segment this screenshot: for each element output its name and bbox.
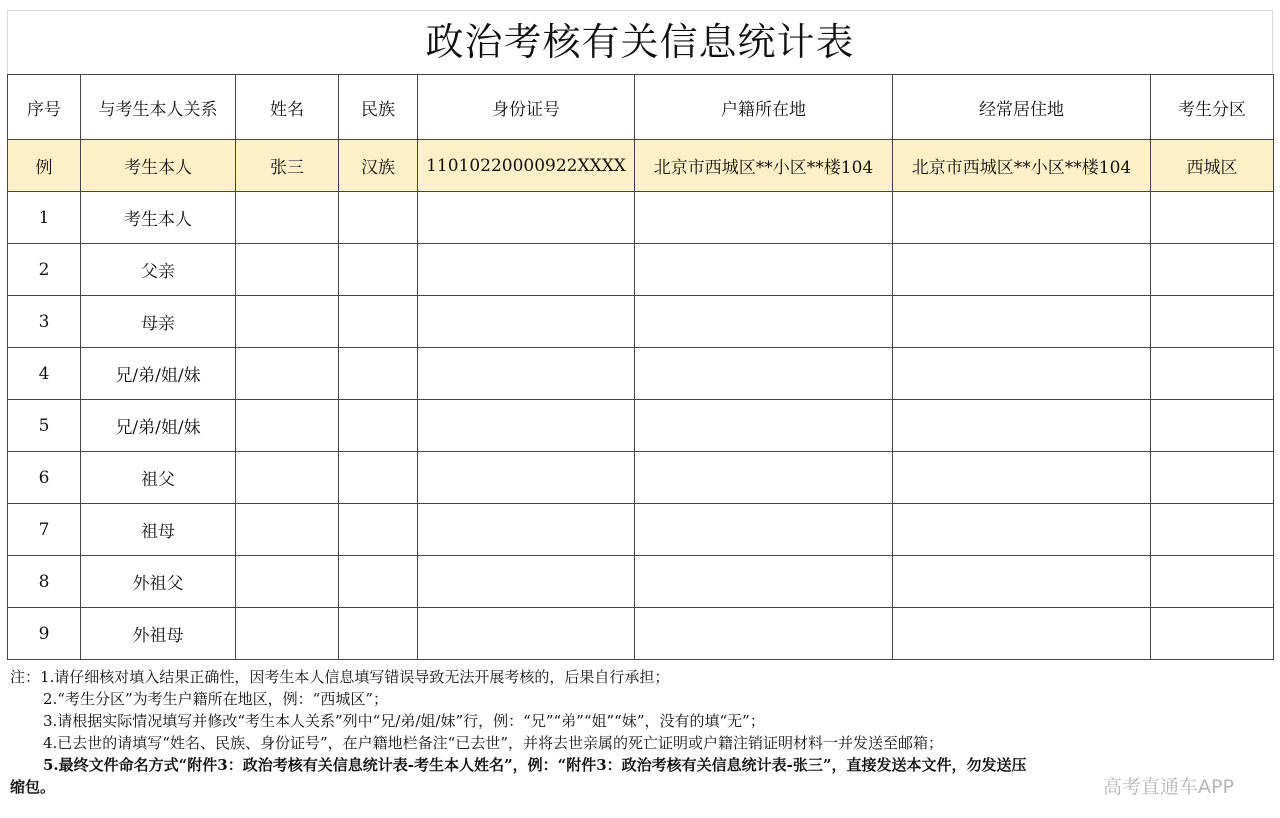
table-cell[interactable]: 西城区 [1151, 140, 1274, 192]
table-cell[interactable] [236, 192, 339, 244]
table-cell[interactable]: 北京市西城区**小区**楼104 [635, 140, 893, 192]
sheet [7, 10, 1273, 660]
table-cell[interactable] [418, 452, 635, 504]
table-row [8, 608, 1274, 660]
table-cell[interactable] [893, 296, 1151, 348]
table-cell[interactable] [418, 400, 635, 452]
relation-cell[interactable]: 外祖父 [81, 556, 236, 608]
table-cell[interactable] [635, 296, 893, 348]
table-cell[interactable]: 11010220000922XXXX [418, 140, 635, 192]
table-cell[interactable] [893, 244, 1151, 296]
header-cell: 身份证号 [418, 75, 635, 140]
relation-cell[interactable]: 兄/弟/姐/妹 [81, 348, 236, 400]
table-row [8, 400, 1274, 452]
note-5-continued: 缩包。 [10, 778, 56, 796]
table-row [8, 192, 1274, 244]
table-cell[interactable] [1151, 348, 1274, 400]
table-cell[interactable] [339, 608, 418, 660]
table-cell[interactable] [893, 504, 1151, 556]
table-cell[interactable] [339, 348, 418, 400]
table-row [8, 244, 1274, 296]
notes [10, 666, 1272, 798]
table-cell[interactable] [339, 452, 418, 504]
header-cell: 民族 [339, 75, 418, 140]
row-number-cell[interactable]: 2 [8, 244, 81, 296]
table-cell[interactable] [418, 556, 635, 608]
table-cell[interactable]: 北京市西城区**小区**楼104 [893, 140, 1151, 192]
row-number-cell[interactable]: 1 [8, 192, 81, 244]
row-number-cell[interactable]: 9 [8, 608, 81, 660]
note-3: 3.请根据实际情况填写并修改“考生本人关系”列中“兄/弟/姐/妹”行，例：“兄”“弟”“姐”“妹”，没有的填“无”； [43, 712, 765, 730]
table-cell[interactable] [236, 348, 339, 400]
table-cell[interactable] [236, 504, 339, 556]
header-cell: 户籍所在地 [635, 75, 893, 140]
table-cell[interactable] [1151, 244, 1274, 296]
table-cell[interactable] [1151, 296, 1274, 348]
table-cell[interactable] [418, 296, 635, 348]
watermark: 高考直通车APP [1103, 776, 1234, 798]
table-cell[interactable] [236, 556, 339, 608]
table-cell[interactable] [893, 452, 1151, 504]
table-cell[interactable] [339, 192, 418, 244]
table-cell[interactable] [635, 608, 893, 660]
relation-cell[interactable]: 祖父 [81, 452, 236, 504]
table-cell[interactable] [1151, 192, 1274, 244]
row-number-cell[interactable]: 6 [8, 452, 81, 504]
header-cell: 经常居住地 [893, 75, 1151, 140]
relation-cell[interactable]: 外祖母 [81, 608, 236, 660]
table-cell[interactable] [339, 296, 418, 348]
relation-cell[interactable]: 兄/弟/姐/妹 [81, 400, 236, 452]
table-cell[interactable] [893, 400, 1151, 452]
table-cell[interactable] [635, 400, 893, 452]
relation-cell[interactable]: 父亲 [81, 244, 236, 296]
table-cell[interactable] [339, 400, 418, 452]
table-cell[interactable] [418, 192, 635, 244]
table-cell[interactable] [418, 348, 635, 400]
table-cell[interactable]: 汉族 [339, 140, 418, 192]
table-cell[interactable] [1151, 556, 1274, 608]
table-cell[interactable] [339, 556, 418, 608]
table-cell[interactable] [635, 452, 893, 504]
table-cell[interactable] [635, 244, 893, 296]
relation-cell[interactable]: 祖母 [81, 504, 236, 556]
header-cell: 姓名 [236, 75, 339, 140]
table-cell[interactable] [635, 556, 893, 608]
table-cell[interactable] [635, 192, 893, 244]
row-number-cell[interactable]: 7 [8, 504, 81, 556]
info-table [7, 74, 1274, 660]
note-4: 4.已去世的请填写“姓名、民族、身份证号”，在户籍地栏备注“已去世”，并将去世亲属的死亡证明或户籍注销证明材料一并发送至邮箱； [43, 734, 943, 752]
table-row [8, 348, 1274, 400]
table-cell[interactable] [893, 192, 1151, 244]
relation-cell[interactable]: 考生本人 [81, 192, 236, 244]
table-cell[interactable] [236, 400, 339, 452]
table-cell[interactable] [635, 504, 893, 556]
header-cell: 序号 [8, 75, 81, 140]
table-cell[interactable] [1151, 400, 1274, 452]
example-row [8, 140, 1274, 192]
table-cell[interactable] [893, 348, 1151, 400]
table-cell[interactable] [418, 608, 635, 660]
table-cell[interactable] [418, 504, 635, 556]
table-cell[interactable] [893, 608, 1151, 660]
row-number-cell[interactable]: 8 [8, 556, 81, 608]
table-cell[interactable]: 例 [8, 140, 81, 192]
table-cell[interactable] [236, 296, 339, 348]
relation-cell[interactable]: 母亲 [81, 296, 236, 348]
table-cell[interactable] [635, 348, 893, 400]
header-cell: 考生分区 [1151, 75, 1274, 140]
table-cell[interactable] [1151, 608, 1274, 660]
table-cell[interactable] [339, 504, 418, 556]
header-cell: 与考生本人关系 [81, 75, 236, 140]
note-2: 2.“考生分区”为考生户籍所在地区，例：“西城区”； [43, 690, 388, 708]
row-number-cell[interactable]: 3 [8, 296, 81, 348]
table-cell[interactable] [1151, 452, 1274, 504]
note-1: 注：1.请仔细核对填入结果正确性，因考生本人信息填写错误导致无法开展考核的，后果自行承担； [10, 668, 670, 686]
table-row [8, 556, 1274, 608]
table-cell[interactable] [893, 556, 1151, 608]
table-cell[interactable] [236, 452, 339, 504]
table-cell[interactable] [236, 608, 339, 660]
row-number-cell[interactable]: 4 [8, 348, 81, 400]
header-row [8, 75, 1274, 140]
table-cell[interactable] [418, 244, 635, 296]
note-5: 5.最终文件命名方式“附件3：政治考核有关信息统计表-考生本人姓名”，例：“附件3：政治考核有关信息统计表-张三”，直接发送本文件，勿发送压 [43, 756, 1027, 774]
table-cell[interactable] [1151, 504, 1274, 556]
table-row [8, 296, 1274, 348]
table-cell[interactable] [236, 244, 339, 296]
table-cell[interactable] [339, 244, 418, 296]
table-row [8, 504, 1274, 556]
table-row [8, 452, 1274, 504]
row-number-cell[interactable]: 5 [8, 400, 81, 452]
page-title: 政治考核有关信息统计表 [7, 10, 1273, 74]
table-cell[interactable]: 考生本人 [81, 140, 236, 192]
table-cell[interactable]: 张三 [236, 140, 339, 192]
